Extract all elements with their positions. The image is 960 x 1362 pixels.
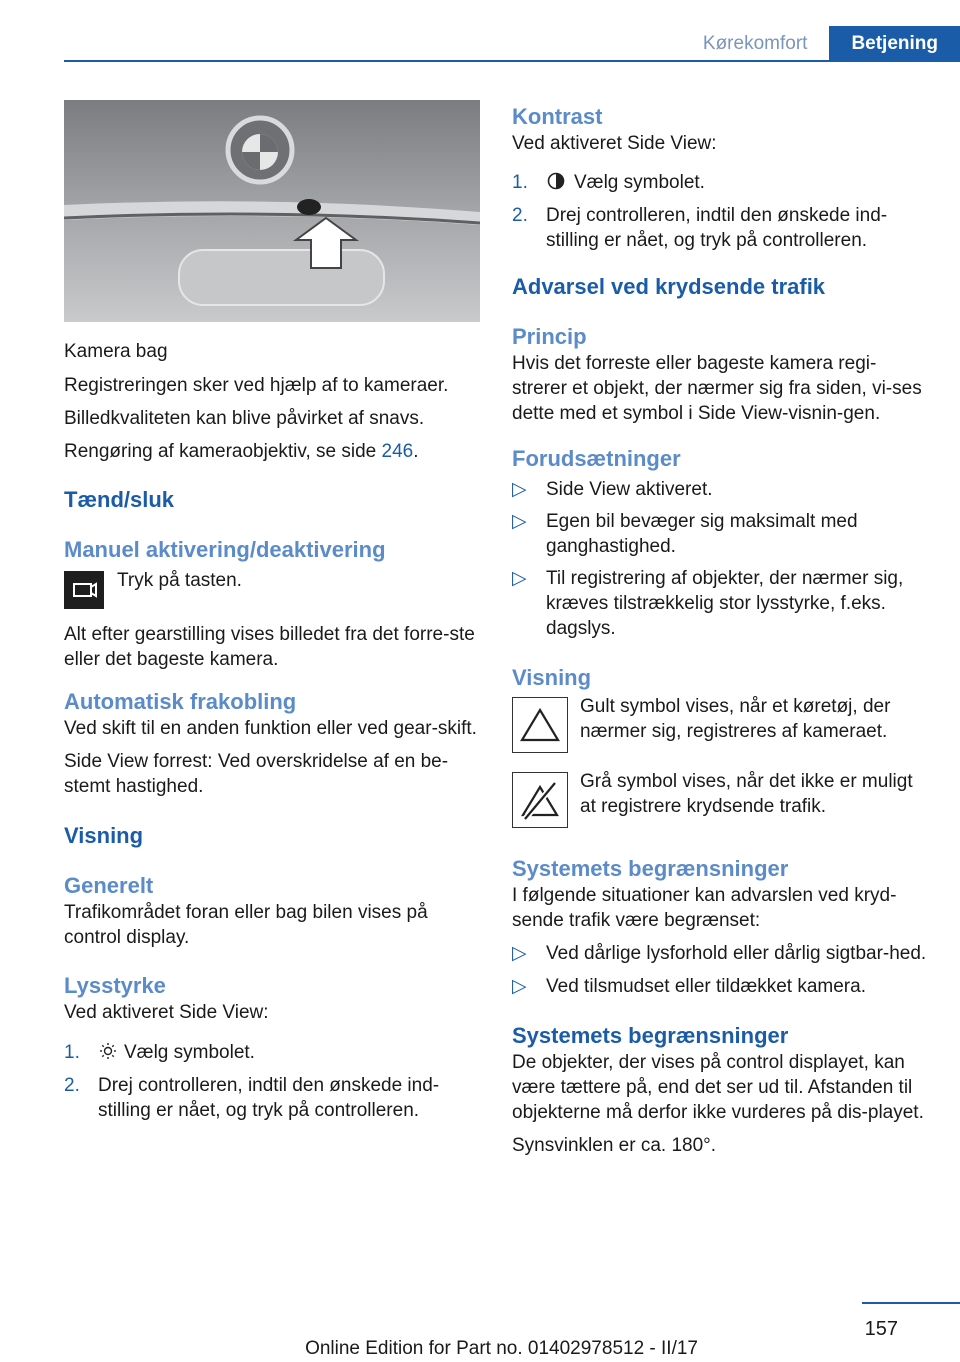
list-item <box>512 477 927 502</box>
heading-advarsel-krydsende-trafik: Advarsel ved krydsende trafik <box>512 274 826 299</box>
button-instruction <box>64 568 480 609</box>
step-number: 1. <box>64 1042 80 1063</box>
header-tabs <box>681 26 960 61</box>
grey-symbol-row <box>512 769 927 828</box>
list-item <box>512 509 927 559</box>
triangle-bullet-icon: ▷ <box>512 511 527 532</box>
step-label: Vælg symbolet. <box>124 1042 255 1063</box>
step-number: 2. <box>512 205 528 226</box>
heading-taend-sluk: Tænd/sluk <box>64 487 175 512</box>
paragraph: Trafikområdet foran eller bag bilen vises på control display. <box>64 902 428 948</box>
reference-text: Rengøring af kameraobjektiv, se side <box>64 441 382 462</box>
header-rule <box>64 60 960 62</box>
list-item <box>64 1040 480 1065</box>
paragraph: Alt efter gearstilling vises billedet fra det forre‐ste eller det bageste kamera. <box>64 624 475 670</box>
brightness-icon <box>98 1042 118 1060</box>
list-item-text: Ved dårlige lysforhold eller dårlig sigtbar‐hed. <box>546 943 927 964</box>
warning-triangle-icon <box>512 697 568 753</box>
heading-generelt: Generelt <box>64 873 154 898</box>
paragraph: De objekter, der vises på control displayet, kan være tættere på, end det ser ud til. Afstanden til objekterne må derfor ikke vurderes på dis‐playet. <box>512 1052 924 1123</box>
heading-forudsaetninger: Forudsætninger <box>512 446 681 471</box>
contrast-steps <box>512 170 927 253</box>
page-number: 157 <box>864 1318 898 1340</box>
left-column <box>64 100 480 1123</box>
reference-end: . <box>413 441 419 462</box>
list-item <box>512 203 927 253</box>
step-text <box>98 1040 480 1065</box>
heading-systemets-begraensninger-2: Systemets begrænsninger <box>512 1023 789 1048</box>
step-text <box>546 170 927 195</box>
paragraph: Registreringen sker ved hjælp af to kameraer. <box>64 375 449 396</box>
list-item-text: Til registrering af objekter, der nærmer sig, kræves tilstrækkelig stor lysstyrke, f.eks. dagslys. <box>546 568 904 639</box>
yellow-symbol-row <box>512 694 927 753</box>
step-number: 1. <box>512 172 528 193</box>
cleaning-reference <box>64 439 480 464</box>
heading-princip: Princip <box>512 324 587 349</box>
list-item <box>512 170 927 195</box>
heading-visning-right: Visning <box>512 665 592 690</box>
heading-visning: Visning <box>64 823 144 848</box>
list-item <box>64 1073 480 1123</box>
paragraph: Ved aktiveret Side View: <box>512 133 717 154</box>
page-link-246[interactable]: 246 <box>381 441 414 462</box>
edition-note: Online Edition for Part no. 01402978512 - II/17 <box>305 1338 698 1359</box>
paragraph: Side View forrest: Ved overskridelse af en be‐stemt hastighed. <box>64 751 449 797</box>
step-text: Drej controlleren, indtil den ønskede ind‐stilling er nået, og tryk på controlleren. <box>98 1075 440 1121</box>
limitations-list <box>512 941 927 999</box>
prerequisites-list <box>512 477 927 641</box>
paragraph: Billedkvaliteten kan blive påvirket af snavs. <box>64 408 425 429</box>
tab-korekomfort[interactable]: Kørekomfort <box>681 26 830 61</box>
heading-systemets-begraensninger: Systemets begrænsninger <box>512 856 789 881</box>
heading-kontrast: Kontrast <box>512 104 603 129</box>
camera-button-icon <box>64 571 104 609</box>
paragraph: Hvis det forreste eller bageste kamera regi‐strerer et objekt, der nærmer sig fra siden, vi‐ses dette med et symbol i Side View-visnin‐gen. <box>512 353 922 424</box>
right-column <box>512 103 927 1158</box>
footer-rule <box>862 1302 960 1304</box>
step-text: Drej controlleren, indtil den ønskede ind‐stilling er nået, og tryk på controlleren. <box>546 205 888 251</box>
paragraph: Synsvinklen er ca. 180°. <box>512 1135 717 1156</box>
paragraph: I følgende situationer kan advarslen ved kryd‐sende trafik være begrænset: <box>512 885 897 931</box>
photo-caption: Kamera bag <box>64 341 168 362</box>
paragraph: Ved aktiveret Side View: <box>64 1002 269 1023</box>
list-item <box>512 566 927 641</box>
paragraph: Ved skift til en anden funktion eller ved gear‐skift. <box>64 718 477 739</box>
step-label: Vælg symbolet. <box>574 172 705 193</box>
triangle-bullet-icon: ▷ <box>512 943 527 964</box>
list-item-text: Side View aktiveret. <box>546 479 713 500</box>
heading-lysstyrke: Lysstyrke <box>64 973 166 998</box>
step-number: 2. <box>64 1075 80 1096</box>
warning-triangle-crossed-icon <box>512 772 568 828</box>
rear-camera-photo <box>64 100 480 322</box>
tab-betjening[interactable]: Betjening <box>829 26 960 61</box>
rear-camera-illustration <box>64 100 480 322</box>
heading-manuel-aktivering: Manuel aktivering/deaktivering <box>64 537 386 562</box>
contrast-icon <box>546 172 566 190</box>
list-item-text: Egen bil bevæger sig maksimalt med ganghastighed. <box>546 511 858 557</box>
grey-symbol-text: Grå symbol vises, når det ikke er muligt at registrere krydsende trafik. <box>580 771 913 817</box>
list-item <box>512 974 927 999</box>
list-item <box>512 941 927 966</box>
list-item-text: Ved tilsmudset eller tildækket kamera. <box>546 976 866 997</box>
brightness-steps <box>64 1040 480 1123</box>
triangle-bullet-icon: ▷ <box>512 976 527 997</box>
triangle-bullet-icon: ▷ <box>512 568 527 589</box>
press-button-text: Tryk på tasten. <box>117 570 242 591</box>
triangle-bullet-icon: ▷ <box>512 479 527 500</box>
yellow-symbol-text: Gult symbol vises, når et køretøj, der nærmer sig, registreres af kameraet. <box>580 696 891 742</box>
heading-automatisk-frakobling: Automatisk frakobling <box>64 689 297 714</box>
